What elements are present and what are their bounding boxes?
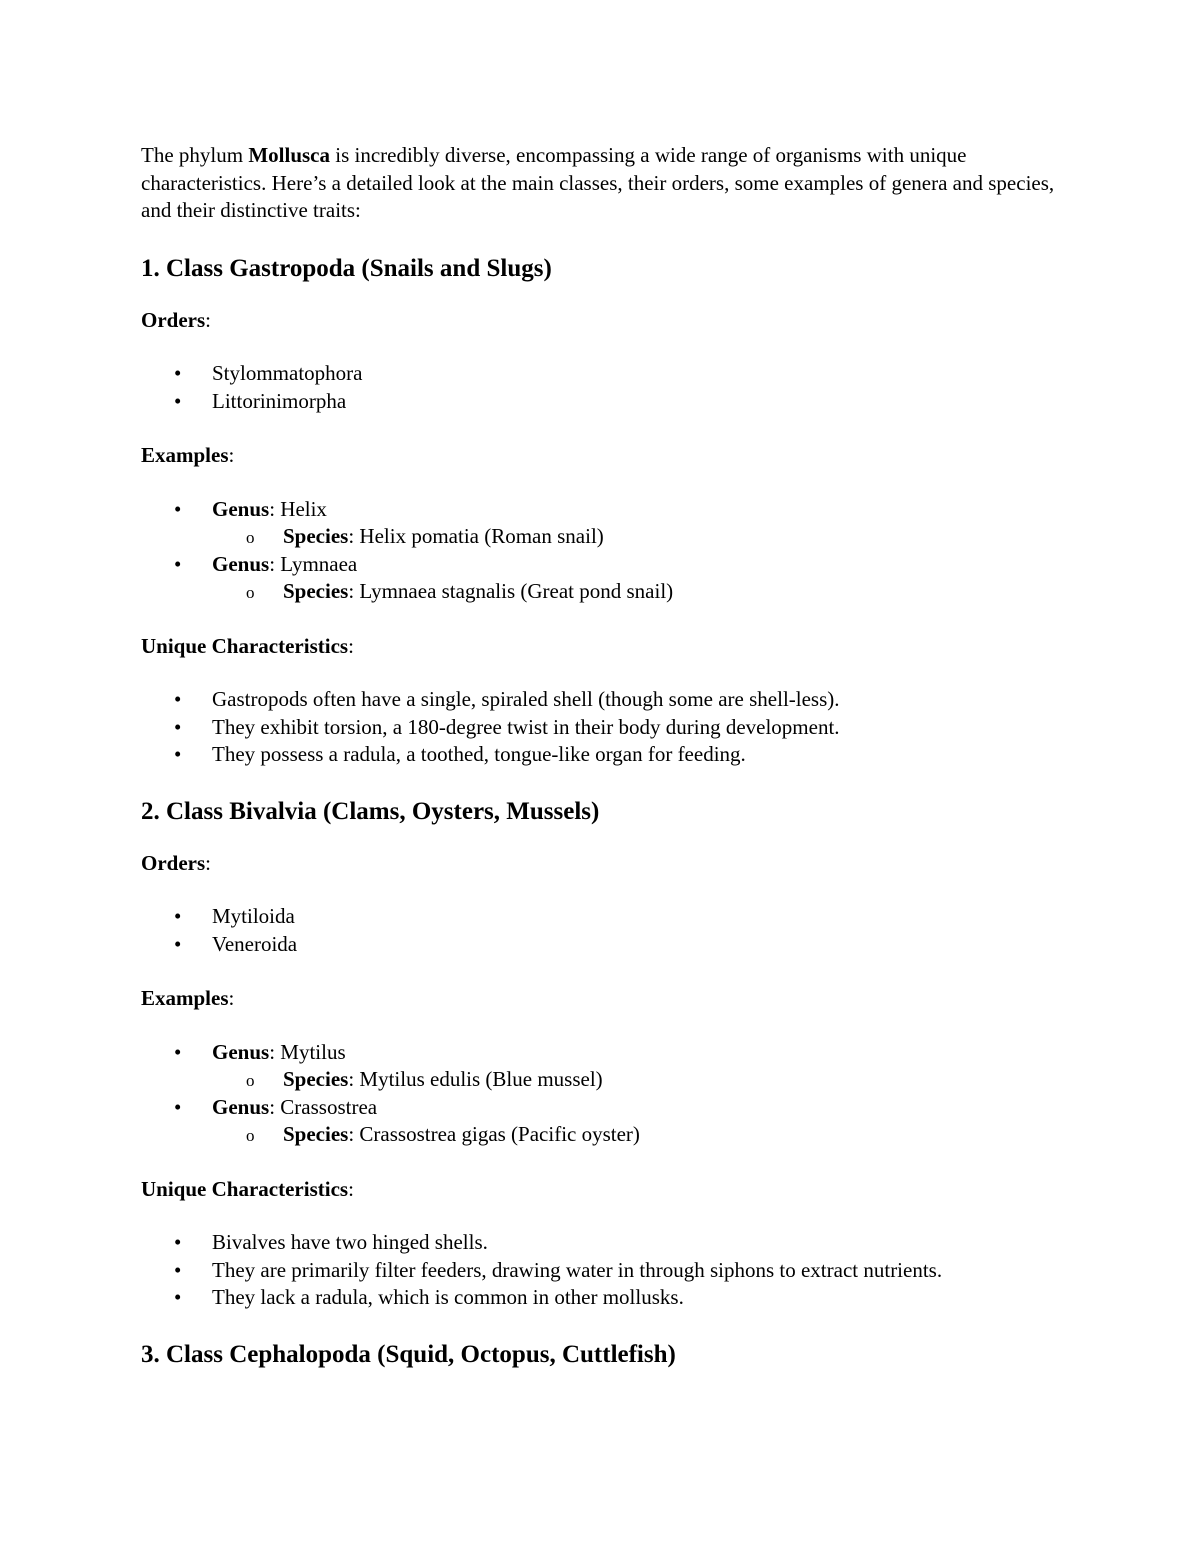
orders-list bbox=[141, 360, 1081, 415]
list-item: • Littorinimorpha bbox=[141, 388, 1081, 416]
species-list bbox=[212, 578, 1081, 606]
intro-bold-term: Mollusca bbox=[248, 143, 330, 167]
list-item: • Gastropods often have a single, spiraled shell (though some are shell-less). bbox=[141, 686, 1081, 714]
genus-item: • Genus: Mytilus o Species: Mytilus edulis (Blue mussel) bbox=[141, 1039, 1081, 1094]
section-heading: 3. Class Cephalopoda (Squid, Octopus, Cuttlefish) bbox=[141, 1340, 676, 1368]
list-item: • They lack a radula, which is common in other mollusks. bbox=[141, 1284, 1081, 1312]
genus-item: • Genus: Crassostrea o Species: Crassostrea gigas (Pacific oyster) bbox=[141, 1094, 1081, 1149]
list-item: • They possess a radula, a toothed, tongue-like organ for feeding. bbox=[141, 741, 1081, 769]
examples-label: Examples: bbox=[141, 986, 235, 1010]
examples-list bbox=[141, 1039, 1081, 1149]
intro-text-start: The phylum bbox=[141, 143, 249, 167]
list-item: • Veneroida bbox=[141, 931, 1081, 959]
list-item: • They exhibit torsion, a 180-degree twist in their body during development. bbox=[141, 714, 1081, 742]
genus-item: • Genus: Lymnaea o Species: Lymnaea stagnalis (Great pond snail) bbox=[141, 551, 1081, 606]
species-list bbox=[212, 523, 1081, 551]
list-item: • They are primarily filter feeders, drawing water in through siphons to extract nutrients. bbox=[141, 1257, 1081, 1285]
intro-text-end: is incredibly diverse, encompassing a wide range of organisms with unique characteristics. Here’s a detailed look at the main classes, their orders, some examples of genera and species, and their distinctive traits: bbox=[141, 143, 1055, 222]
list-item: • Mytiloida bbox=[141, 903, 1081, 931]
list-item: • Stylommatophora bbox=[141, 360, 1081, 388]
species-list bbox=[212, 1066, 1081, 1094]
species-item: o Species: Helix pomatia (Roman snail) bbox=[212, 523, 1081, 551]
orders-list bbox=[141, 903, 1081, 958]
orders-label: Orders: bbox=[141, 307, 211, 332]
unique-characteristics-label: Unique Characteristics: bbox=[141, 633, 354, 658]
section-heading: 1. Class Gastropoda (Snails and Slugs) bbox=[141, 254, 552, 282]
species-item: o Species: Mytilus edulis (Blue mussel) bbox=[212, 1066, 1081, 1094]
species-list bbox=[212, 1121, 1081, 1149]
document-body bbox=[141, 142, 1081, 1393]
examples-label: Examples: bbox=[141, 443, 235, 467]
orders-label: Orders: bbox=[141, 850, 211, 875]
examples-list bbox=[141, 496, 1081, 606]
intro-paragraph bbox=[141, 142, 1081, 225]
species-item: o Species: Lymnaea stagnalis (Great pond snail) bbox=[212, 578, 1081, 606]
unique-characteristics-list bbox=[141, 1229, 1081, 1312]
list-item: • Bivalves have two hinged shells. bbox=[141, 1229, 1081, 1257]
section-heading: 2. Class Bivalvia (Clams, Oysters, Mussels) bbox=[141, 797, 600, 825]
genus-item: • Genus: Helix o Species: Helix pomatia (Roman snail) bbox=[141, 496, 1081, 551]
species-item: o Species: Crassostrea gigas (Pacific oyster) bbox=[212, 1121, 1081, 1149]
unique-characteristics-list bbox=[141, 686, 1081, 769]
unique-characteristics-label: Unique Characteristics: bbox=[141, 1176, 354, 1201]
